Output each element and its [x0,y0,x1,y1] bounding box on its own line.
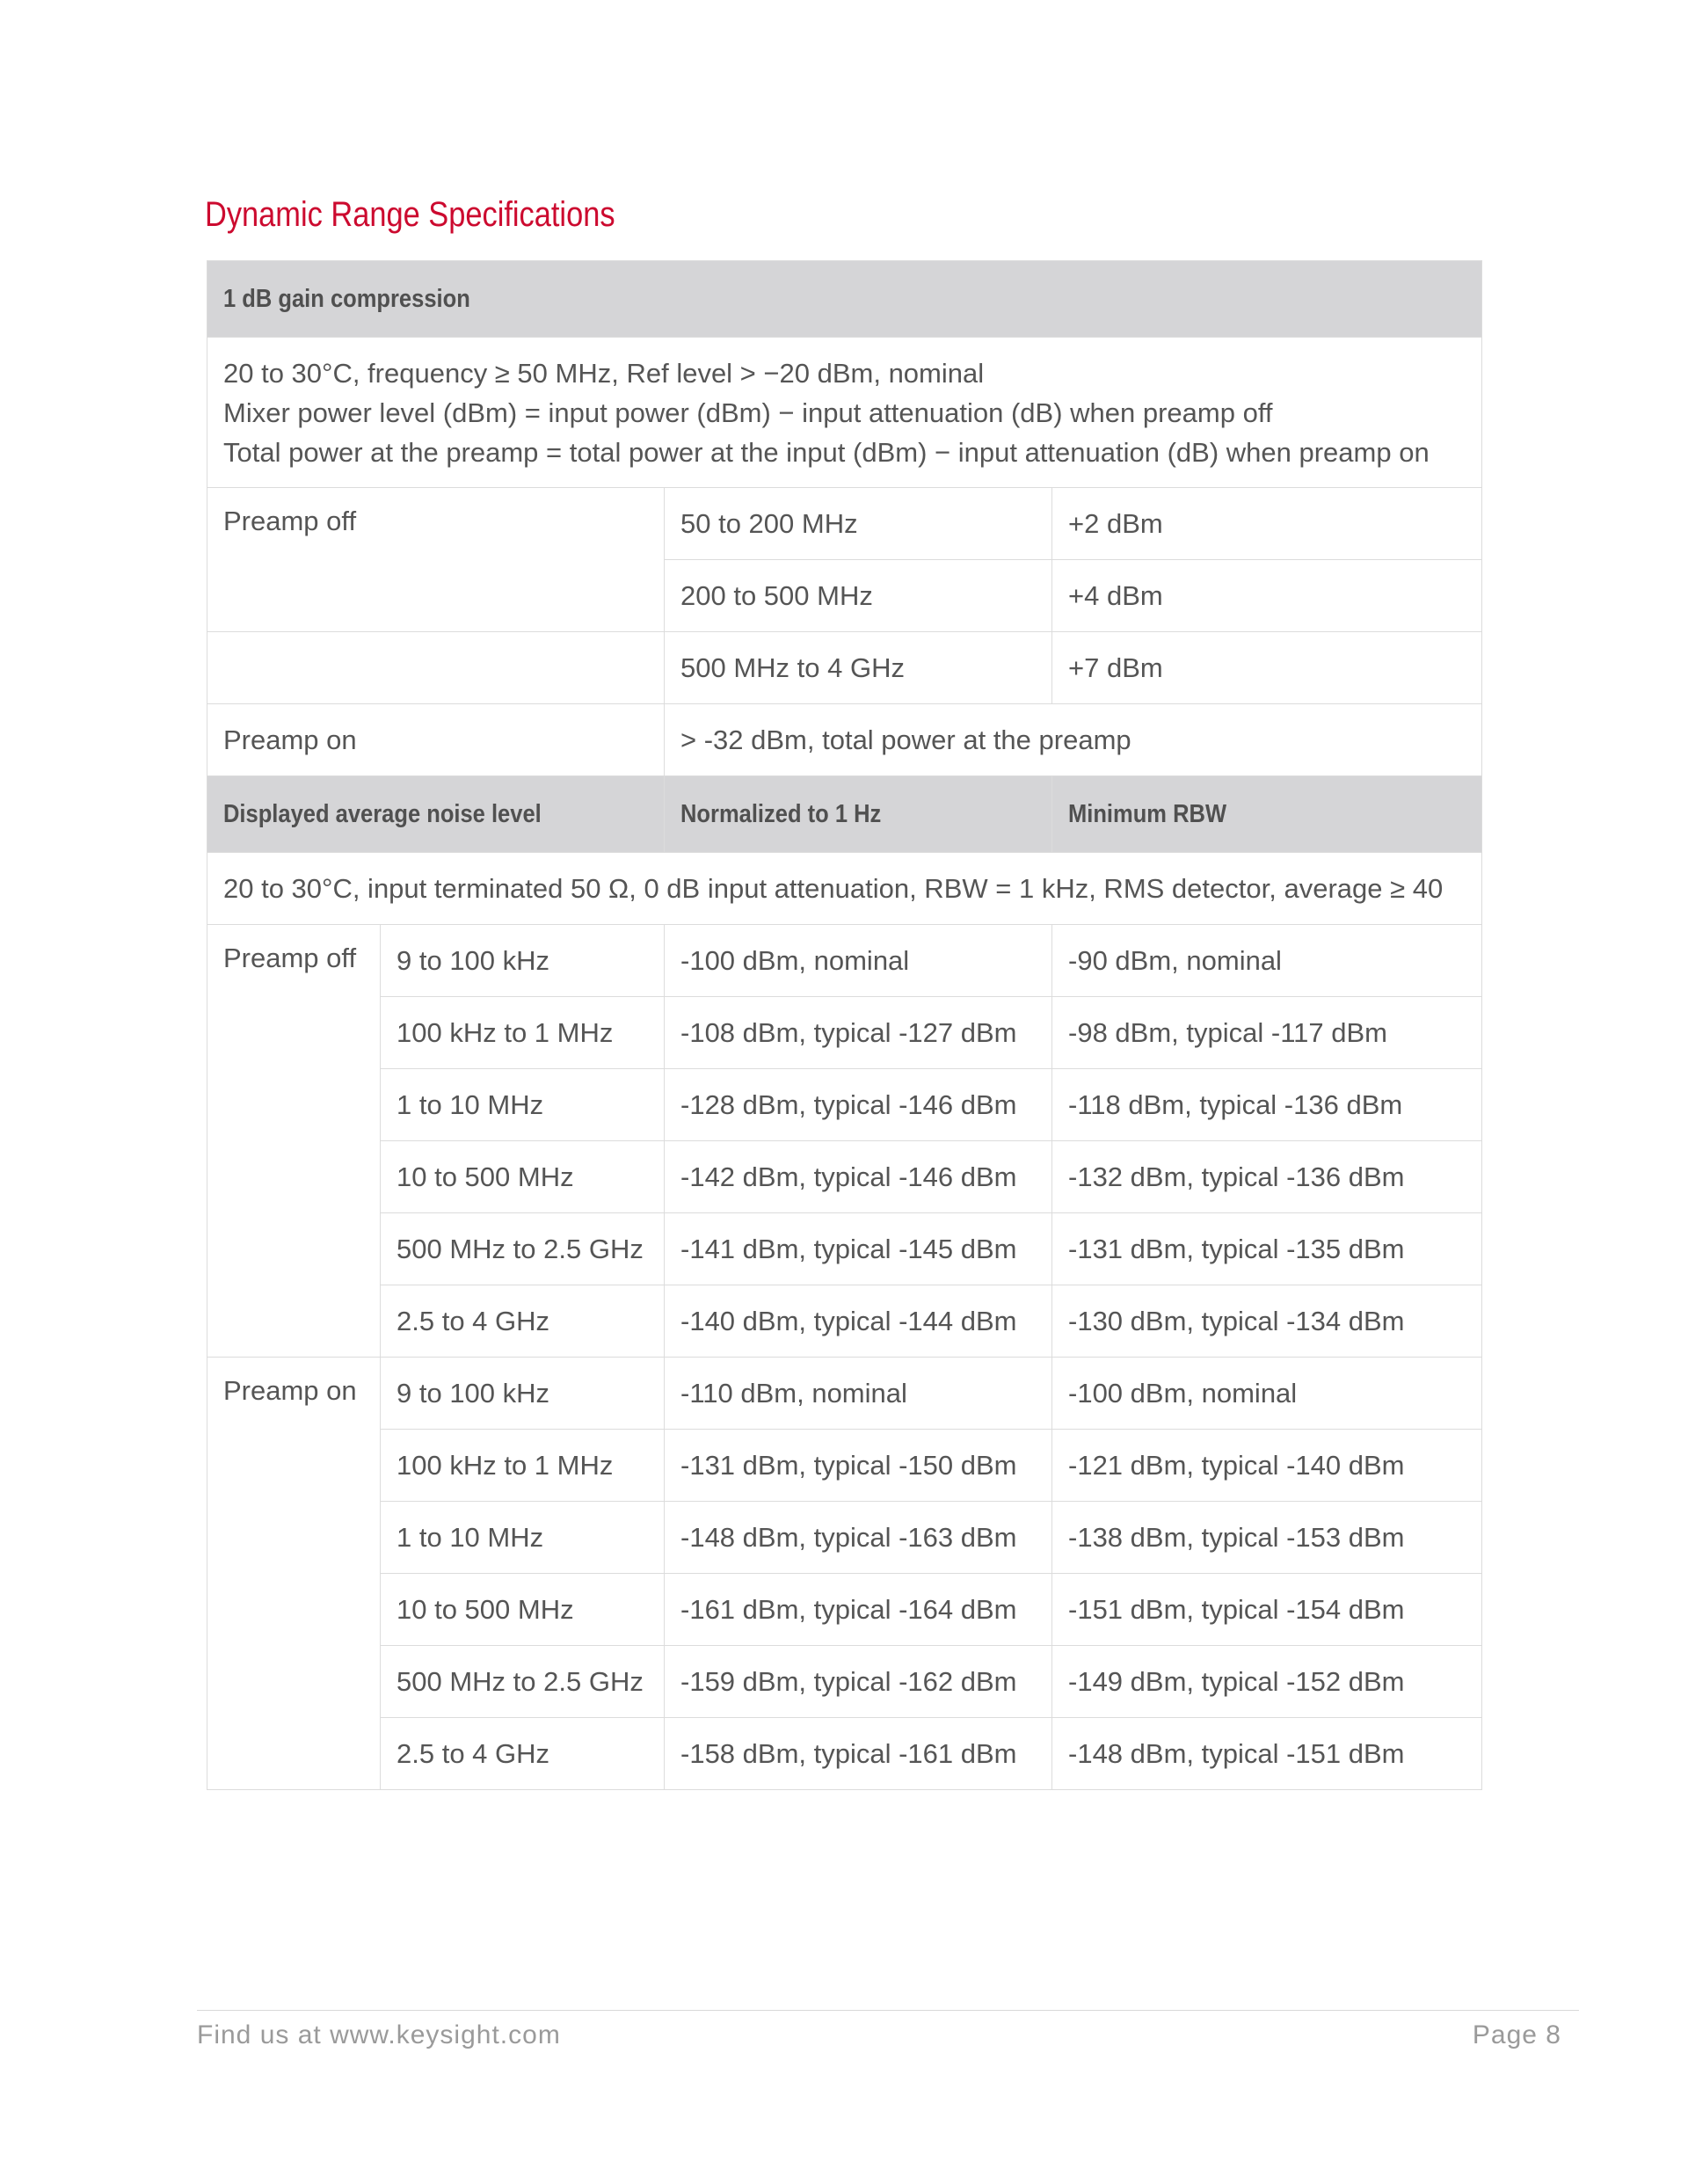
min-rbw-cell: -132 dBm, typical -136 dBm [1052,1141,1482,1213]
normalized-cell: -128 dBm, typical -146 dBm [665,1069,1052,1141]
table-row [207,997,1482,1069]
footer-divider [197,2010,1579,2011]
dynamic-range-table [207,260,1482,1790]
table-row [207,1646,1482,1718]
gain-compression-header: 1 dB gain compression [207,261,1482,338]
value-cell: > -32 dBm, total power at the preamp [665,704,1482,776]
page-title: Dynamic Range Specifications [205,195,615,234]
freq-cell: 9 to 100 kHz [381,925,665,997]
normalized-cell: -131 dBm, typical -150 dBm [665,1430,1052,1502]
normalized-cell: -142 dBm, typical -146 dBm [665,1141,1052,1213]
min-rbw-cell: -121 dBm, typical -140 dBm [1052,1430,1482,1502]
min-rbw-cell: -130 dBm, typical -134 dBm [1052,1285,1482,1358]
freq-cell: 10 to 500 MHz [381,1574,665,1646]
min-rbw-cell: -98 dBm, typical -117 dBm [1052,997,1482,1069]
noise-header-label: Displayed average noise level [207,776,665,853]
freq-cell: 100 kHz to 1 MHz [381,1430,665,1502]
preamp-off-label: Preamp off [207,488,665,632]
min-rbw-cell: -90 dBm, nominal [1052,925,1482,997]
note-line: Total power at the preamp = total power at the input (dBm) − input attenuation (dB) when preamp on [223,436,1430,468]
freq-cell: 500 MHz to 4 GHz [665,632,1052,704]
min-rbw-cell: -149 dBm, typical -152 dBm [1052,1646,1482,1718]
table-row [207,1574,1482,1646]
preamp-on-label: Preamp on [207,1358,381,1790]
min-rbw-cell: -100 dBm, nominal [1052,1358,1482,1430]
table-row [207,1430,1482,1502]
freq-cell: 100 kHz to 1 MHz [381,997,665,1069]
freq-cell: 2.5 to 4 GHz [381,1285,665,1358]
note-line: Mixer power level (dBm) = input power (dBm) − input attenuation (dB) when preamp off [223,397,1273,428]
preamp-on-label: Preamp on [207,704,665,776]
normalized-cell: -108 dBm, typical -127 dBm [665,997,1052,1069]
table-row [207,488,1482,560]
freq-cell: 500 MHz to 2.5 GHz [381,1646,665,1718]
empty-cell [207,632,665,704]
footer-website: Find us at www.keysight.com [197,2020,561,2049]
min-rbw-cell: -118 dBm, typical -136 dBm [1052,1069,1482,1141]
table-row [207,632,1482,704]
value-cell: +7 dBm [1052,632,1482,704]
gain-compression-notes-row [207,338,1482,488]
min-rbw-cell: -138 dBm, typical -153 dBm [1052,1502,1482,1574]
gain-compression-notes [207,338,1482,488]
footer-page-number: Page 8 [1472,2020,1561,2049]
normalized-header: Normalized to 1 Hz [665,776,1052,853]
min-rbw-cell: -151 dBm, typical -154 dBm [1052,1574,1482,1646]
table-row [207,925,1482,997]
table-row [207,1285,1482,1358]
normalized-cell: -141 dBm, typical -145 dBm [665,1213,1052,1285]
preamp-off-label: Preamp off [207,925,381,1358]
freq-cell: 500 MHz to 2.5 GHz [381,1213,665,1285]
noise-note: 20 to 30°C, input terminated 50 Ω, 0 dB input attenuation, RBW = 1 kHz, RMS detector, average ≥ 40 [207,853,1482,925]
normalized-cell: -158 dBm, typical -161 dBm [665,1718,1052,1790]
freq-cell: 9 to 100 kHz [381,1358,665,1430]
normalized-cell: -100 dBm, nominal [665,925,1052,997]
min-rbw-cell: -131 dBm, typical -135 dBm [1052,1213,1482,1285]
freq-cell: 2.5 to 4 GHz [381,1718,665,1790]
freq-cell: 200 to 500 MHz [665,560,1052,632]
normalized-cell: -161 dBm, typical -164 dBm [665,1574,1052,1646]
normalized-cell: -140 dBm, typical -144 dBm [665,1285,1052,1358]
freq-cell: 1 to 10 MHz [381,1069,665,1141]
table-row [207,1213,1482,1285]
freq-cell: 50 to 200 MHz [665,488,1052,560]
min-rbw-header: Minimum RBW [1052,776,1482,853]
gain-compression-header-row [207,261,1482,338]
table-row [207,1718,1482,1790]
freq-cell: 10 to 500 MHz [381,1141,665,1213]
table-row [207,704,1482,776]
noise-note-row [207,853,1482,925]
normalized-cell: -110 dBm, nominal [665,1358,1052,1430]
min-rbw-cell: -148 dBm, typical -151 dBm [1052,1718,1482,1790]
value-cell: +4 dBm [1052,560,1482,632]
normalized-cell: -148 dBm, typical -163 dBm [665,1502,1052,1574]
noise-header-row [207,776,1482,853]
table-row [207,1069,1482,1141]
table-row [207,1502,1482,1574]
freq-cell: 1 to 10 MHz [381,1502,665,1574]
value-cell: +2 dBm [1052,488,1482,560]
table-row [207,1358,1482,1430]
table-row [207,1141,1482,1213]
normalized-cell: -159 dBm, typical -162 dBm [665,1646,1052,1718]
note-line: 20 to 30°C, frequency ≥ 50 MHz, Ref level > −20 dBm, nominal [223,357,985,389]
